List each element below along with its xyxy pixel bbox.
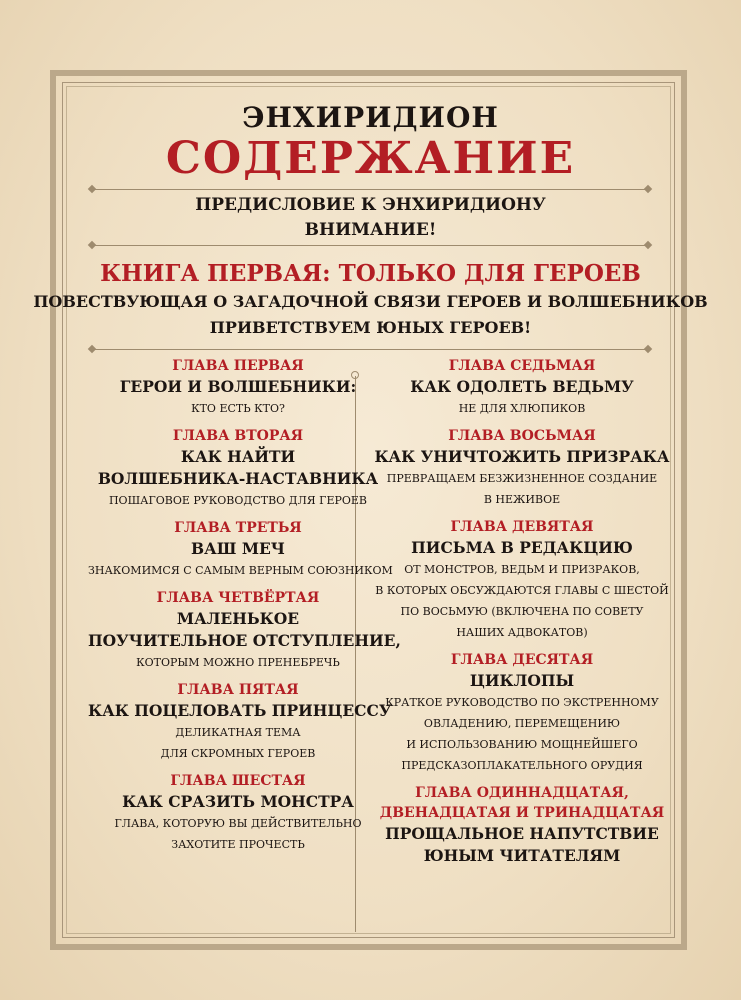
intro-attention: ВНИМАНИЕ! [304,220,437,240]
chapter-title: ПИСЬМА В РЕДАКЦИЮ [411,538,633,557]
chapter-title: ГЕРОИ И ВОЛШЕБНИКИ: [119,377,357,396]
chapter-heading: ГЛАВА СЕДЬМАЯ [448,358,596,374]
chapter-subtitle: ДЛЯ СКРОМНЫХ ГЕРОЕВ [160,747,316,760]
chapter-subtitle: НЕ ДЛЯ ХЛЮПИКОВ [458,402,586,415]
toc-entry[interactable] [88,426,388,511]
chapter-title: ВАШ МЕЧ [191,539,285,558]
page-title: СОДЕРЖАНИЕ [165,133,576,184]
chapter-heading: ГЛАВА ПЯТАЯ [177,682,299,698]
chapter-subtitle: ПРЕДСКАЗОПЛАКАТЕЛЬНОГО ОРУДИЯ [401,759,643,772]
chapter-heading: ГЛАВА ЧЕТВЁРТАЯ [156,590,320,606]
chapter-heading: ГЛАВА ВТОРАЯ [172,428,304,444]
rule-1 [92,189,648,190]
chapter-subtitle: В КОТОРЫХ ОБСУЖДАЮТСЯ ГЛАВЫ С ШЕСТОЙ [375,584,669,597]
book-subtitle-1: ПОВЕСТВУЮЩАЯ О ЗАГАДОЧНОЙ СВЯЗИ ГЕРОЕВ И ВОЛШЕБНИКОВ [33,292,708,311]
chapter-heading: ГЛАВА ОДИННАДЦАТАЯ, [415,785,629,801]
toc-entry[interactable] [372,356,672,419]
chapter-title: МАЛЕНЬКОЕ [176,609,300,628]
book-title: КНИГА ПЕРВАЯ: ТОЛЬКО ДЛЯ ГЕРОЕВ [100,260,641,287]
toc-right-column [372,356,672,874]
toc-entry[interactable] [372,650,672,776]
chapter-heading: ГЛАВА ДЕСЯТАЯ [450,652,594,668]
toc-entry[interactable] [372,517,672,643]
chapter-title: КАК ПОЦЕЛОВАТЬ ПРИНЦЕССУ [88,701,392,720]
toc-entry[interactable] [88,588,401,673]
chapter-heading: ГЛАВА ДЕВЯТАЯ [450,519,594,535]
chapter-title: КАК НАЙТИ [180,447,296,466]
toc-entry[interactable] [88,518,393,581]
chapter-subtitle: ЗАХОТИТЕ ПРОЧЕСТЬ [171,838,305,851]
chapter-subtitle: КОТОРЫМ МОЖНО ПРЕНЕБРЕЧЬ [136,656,340,669]
toc-entry[interactable] [372,426,672,510]
chapter-title: КАК ОДОЛЕТЬ ВЕДЬМУ [410,377,634,396]
book-pretitle: ЭНХИРИДИОН [242,101,499,134]
chapter-subtitle: ОТ МОНСТРОВ, ВЕДЬМ И ПРИЗРАКОВ, [404,563,640,576]
chapter-subtitle: ПО ВОСЬМУЮ (ВКЛЮЧЕНА ПО СОВЕТУ [400,605,644,618]
chapter-subtitle: ПОШАГОВОЕ РУКОВОДСТВО ДЛЯ ГЕРОЕВ [108,494,368,507]
toc-entry[interactable] [372,783,672,867]
chapter-title: ПРОЩАЛЬНОЕ НАПУТСТВИЕ [385,824,659,843]
chapter-title: КАК УНИЧТОЖИТЬ ПРИЗРАКА [374,447,670,466]
toc-left-column [88,356,401,862]
chapter-heading: ГЛАВА ШЕСТАЯ [170,773,306,789]
chapter-heading: ДВЕНАДЦАТАЯ И ТРИНАДЦАТАЯ [379,805,665,821]
chapter-subtitle: ПРЕВРАЩАЕМ БЕЗЖИЗНЕННОЕ СОЗДАНИЕ [386,472,658,485]
toc-entry[interactable] [88,680,392,764]
intro-foreword: ПРЕДИСЛОВИЕ К ЭНХИРИДИОНУ [195,195,546,215]
chapter-title: ВОЛШЕБНИКА-НАСТАВНИКА [97,469,379,488]
chapter-subtitle: ДЕЛИКАТНАЯ ТЕМА [175,726,301,739]
book-subtitle-2: ПРИВЕТСТВУЕМ ЮНЫХ ГЕРОЕВ! [209,318,532,337]
chapter-subtitle: В НЕЖИВОЕ [483,493,561,506]
chapter-title: ЮНЫМ ЧИТАТЕЛЯМ [423,846,621,865]
chapter-heading: ГЛАВА ПЕРВАЯ [172,358,304,374]
chapter-subtitle: КРАТКОЕ РУКОВОДСТВО ПО ЭКСТРЕННОМУ [385,696,659,709]
chapter-subtitle: ГЛАВА, КОТОРУЮ ВЫ ДЕЙСТВИТЕЛЬНО [114,817,362,830]
toc-entry[interactable] [88,356,388,419]
chapter-title: ЦИКЛОПЫ [469,671,575,690]
chapter-subtitle: ОВЛАДЕНИЮ, ПЕРЕМЕЩЕНИЮ [423,717,621,730]
chapter-title: ПОУЧИТЕЛЬНОЕ ОТСТУПЛЕНИЕ, [88,631,401,650]
chapter-subtitle: НАШИХ АДВОКАТОВ) [456,626,588,639]
rule-2 [92,245,648,246]
chapter-heading: ГЛАВА ВОСЬМАЯ [448,428,596,444]
chapter-subtitle: КТО ЕСТЬ КТО? [191,402,285,415]
chapter-subtitle: И ИСПОЛЬЗОВАНИЮ МОЩНЕЙШЕГО [406,738,638,751]
chapter-subtitle: ЗНАКОМИМСЯ С САМЫМ ВЕРНЫМ СОЮЗНИКОМ [88,564,393,577]
toc-entry[interactable] [88,771,388,855]
chapter-title: КАК СРАЗИТЬ МОНСТРА [122,792,354,811]
chapter-heading: ГЛАВА ТРЕТЬЯ [174,520,302,536]
rule-3 [92,349,648,350]
